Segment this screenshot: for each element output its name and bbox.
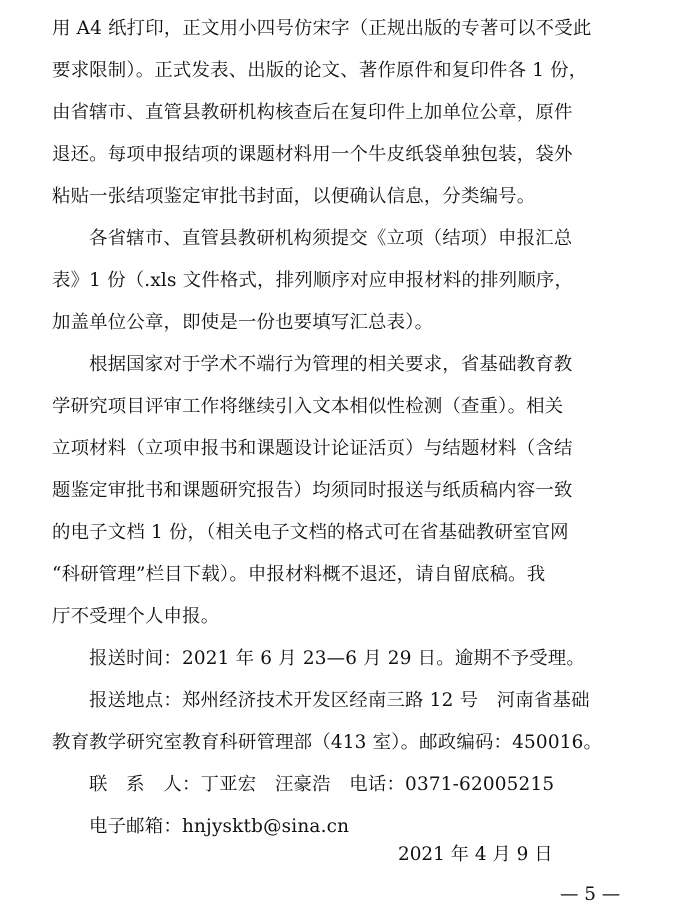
paragraph-3-line-4: 题鉴定审批书和课题研究报告）均须同时报送与纸质稿内容一致 — [52, 480, 573, 501]
body-line-1: 用 A4 纸打印，正文用小四号仿宋字（正规出版的专著可以不受此 — [52, 18, 592, 39]
paragraph-3-line-1: 根据国家对于学术不端行为管理的相关要求，省基础教育教 — [89, 354, 573, 375]
document-date: 2021 年 4 月 9 日 — [398, 844, 553, 865]
paragraph-3-line-7: 厅不受理个人申报。 — [52, 606, 220, 627]
paragraph-3-line-3: 立项材料（立项申报书和课题设计论证活页）与结题材料（含结 — [52, 438, 573, 459]
page-number: — 5 — — [560, 884, 621, 905]
submission-location-line-1: 报送地点：郑州经济技术开发区经南三路 12 号 河南省基础 — [89, 690, 590, 711]
body-line-2: 要求限制）。正式发表、出版的论文、著作原件和复印件各 1 份， — [52, 60, 588, 81]
paragraph-2-line-1: 各省辖市、直管县教研机构须提交《立项（结项）申报汇总 — [89, 228, 573, 249]
body-line-5: 粘贴一张结项鉴定审批书封面，以便确认信息，分类编号。 — [52, 186, 536, 207]
submission-time-line: 报送时间：2021 年 6 月 23—6 月 29 日。逾期不予受理。 — [89, 648, 585, 669]
email-line: 电子邮箱：hnjysktb@sina.cn — [89, 816, 350, 837]
paragraph-2-line-2: 表》1 份（.xls 文件格式，排列顺序对应申报材料的排列顺序， — [52, 270, 574, 291]
contact-line: 联 系 人：丁亚宏 汪豪浩 电话：0371-62005215 — [89, 774, 555, 795]
paragraph-3-line-6: “科研管理”栏目下载）。申报材料概不退还，请自留底稿。我 — [52, 564, 546, 585]
body-line-3: 由省辖市、直管县教研机构核查后在复印件上加单位公章，原件 — [52, 102, 573, 123]
paragraph-2-line-3: 加盖单位公章，即使是一份也要填写汇总表）。 — [52, 312, 434, 333]
body-line-4: 退还。每项申报结项的课题材料用一个牛皮纸袋单独包装，袋外 — [52, 144, 573, 165]
paragraph-3-line-2: 学研究项目评审工作将继续引入文本相似性检测（查重）。相关 — [52, 396, 564, 417]
paragraph-3-line-5: 的电子文档 1 份，（相关电子文档的格式可在省基础教研室官网 — [52, 522, 569, 543]
submission-location-line-2: 教育教学研究室教育科研管理部（413 室）。邮政编码：450016。 — [52, 732, 603, 753]
